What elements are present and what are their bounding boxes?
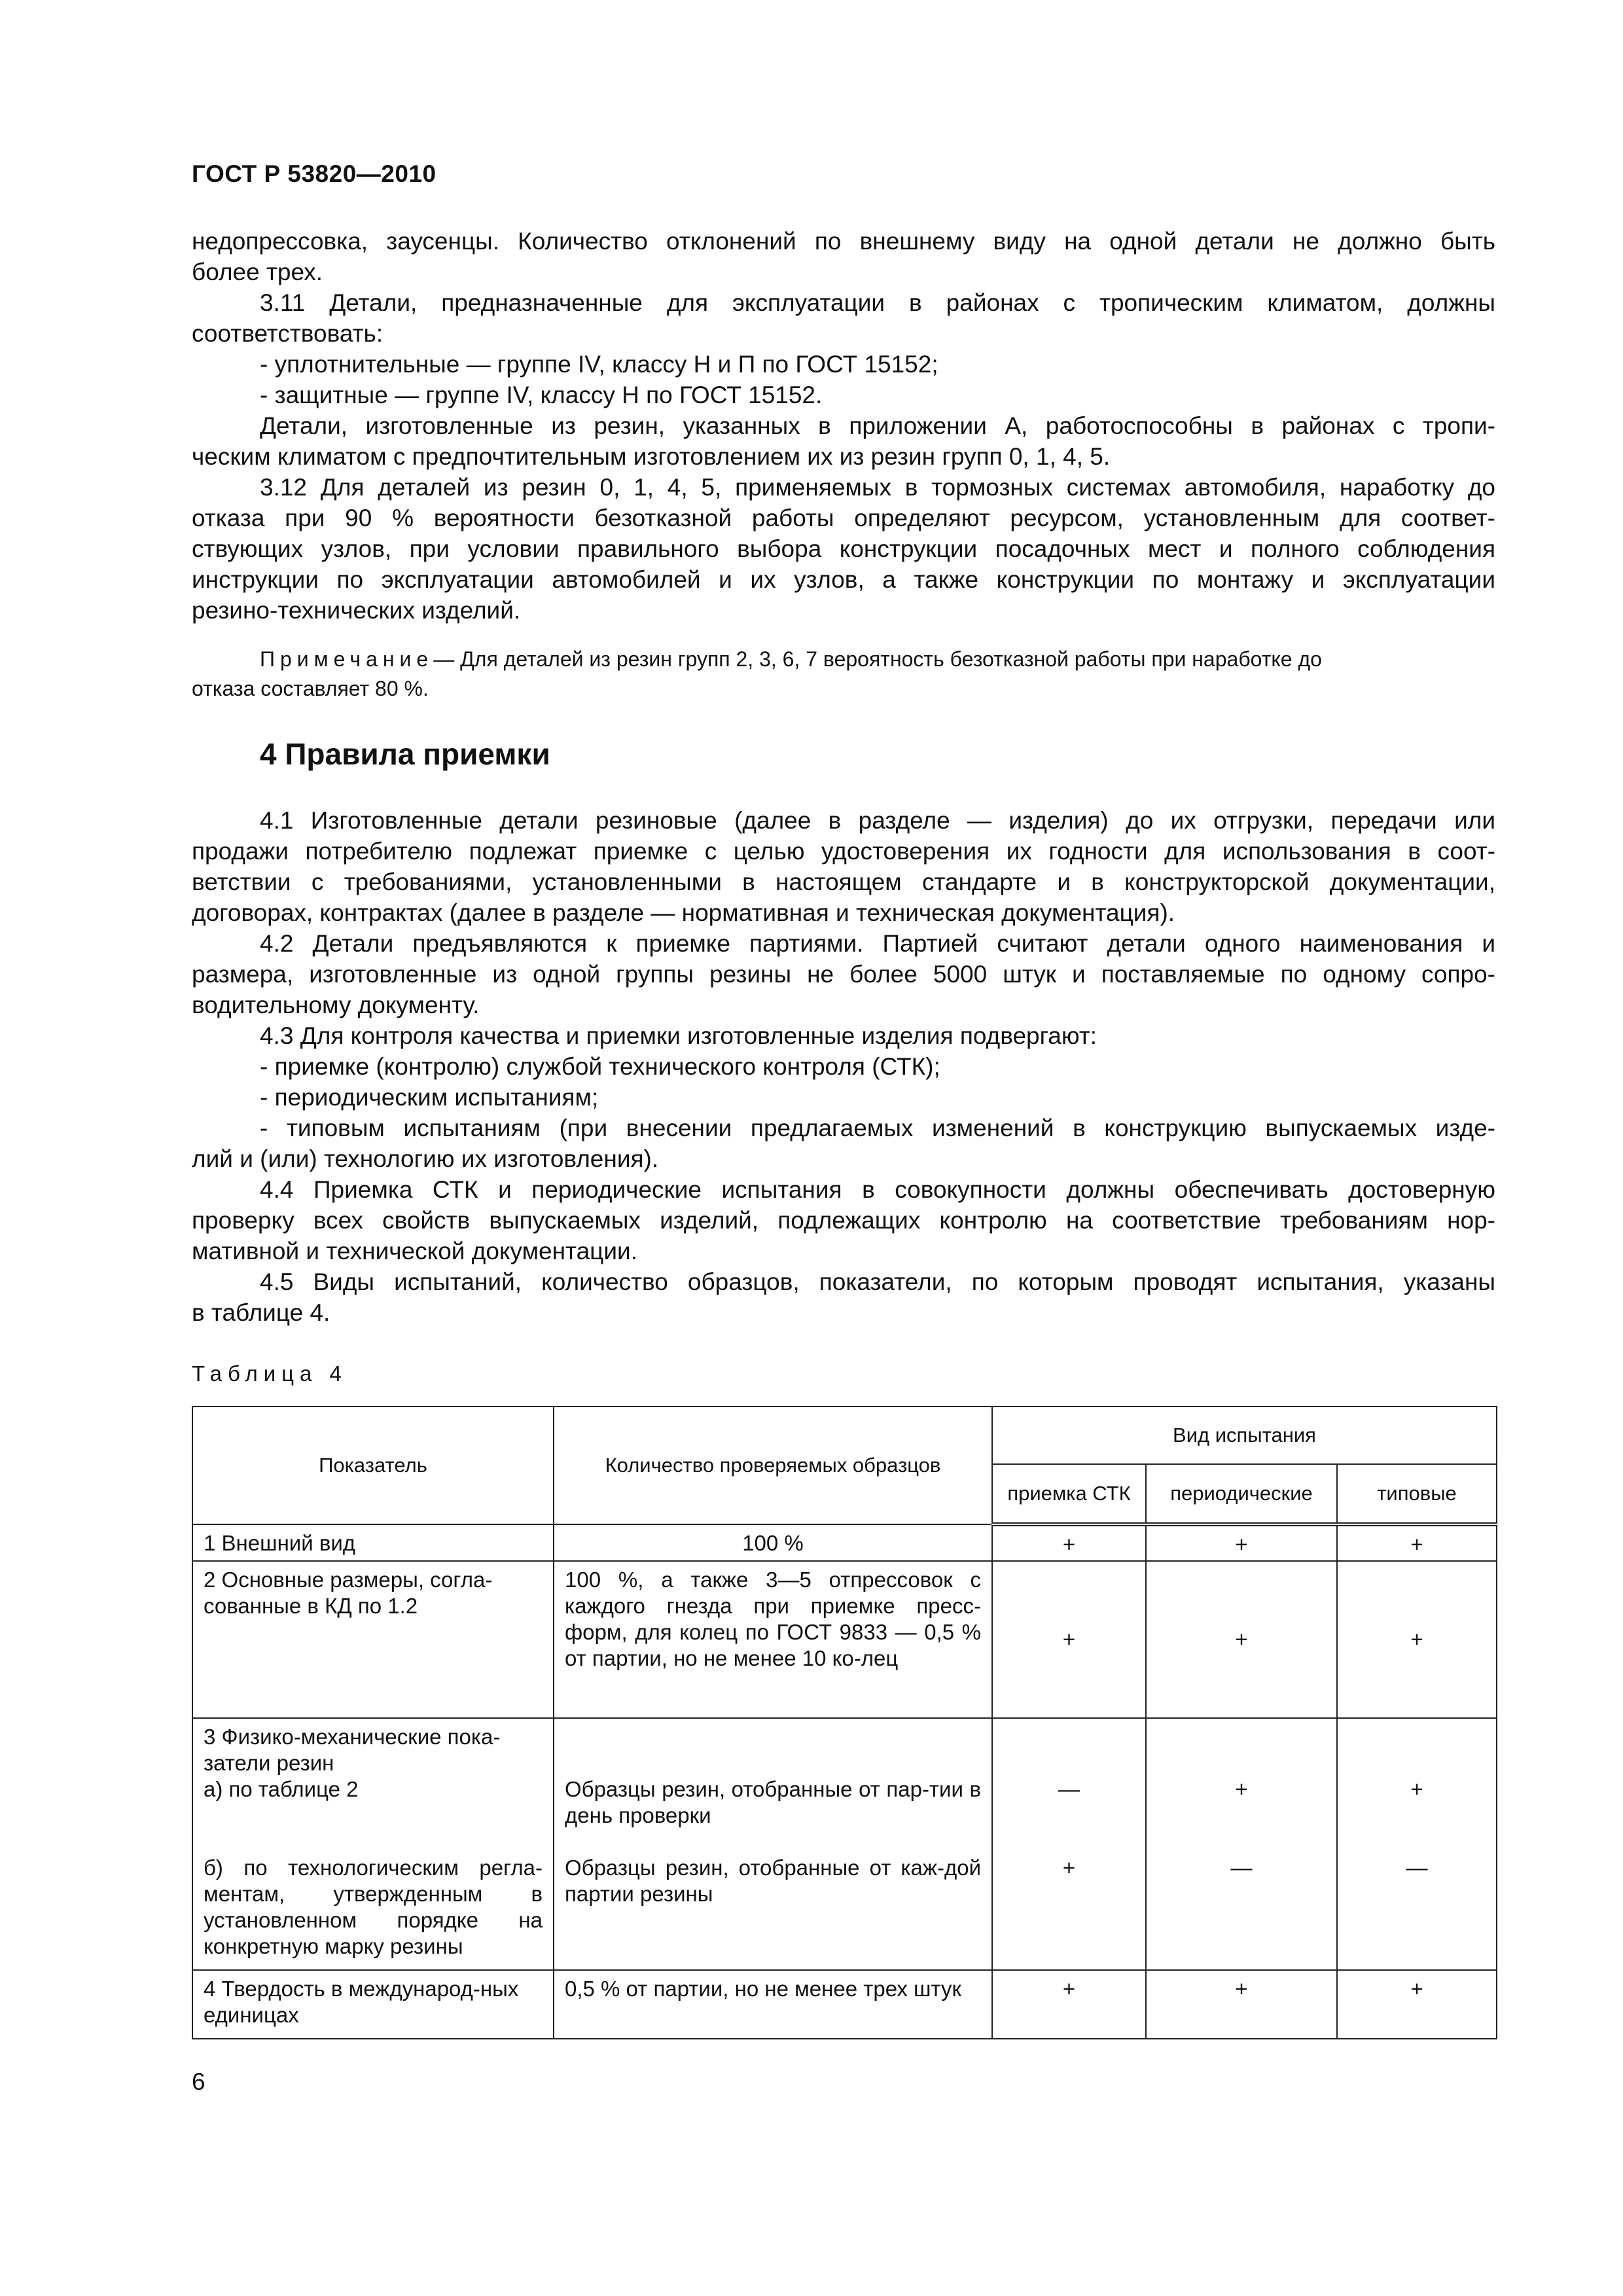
paragraph: ствующих узлов, при условии правильного выбора конструкции посадочных мест и полного соблюдения <box>192 535 1495 562</box>
paragraph: водительному документу. <box>192 992 480 1018</box>
cell-typical: + <box>1337 1524 1497 1561</box>
paragraph: ческим климатом с предпочтительным изготовлением их из резин групп 0, 1, 4, 5. <box>192 443 1111 470</box>
cell-quantity: 100 %, а также 3—5 отпрессовок с каждого гнезда при приемке пресс-форм, для колец по ГОСТ 9833 — 0,5 % от партии, но не менее 10 ко-лец <box>554 1561 992 1718</box>
paragraph-4-4: 4.4 Приемка СТК и периодические испытания в совокупности должны обеспечивать достоверную <box>260 1176 1495 1203</box>
spacer <box>1003 1724 1135 1776</box>
paragraph: в таблице 4. <box>192 1299 330 1326</box>
indicator-b: б) по технологическим регла-ментам, утвержденным в установленном порядке на конкретную марку резины <box>204 1856 543 1958</box>
table-header-row <box>192 1407 1497 1464</box>
paragraph: резино-технических изделий. <box>192 597 521 624</box>
cell-periodic: + <box>1146 1970 1337 2039</box>
paragraph: соответствовать: <box>192 320 383 347</box>
cell-typical <box>1337 1718 1497 1970</box>
cell-stk: + <box>992 1524 1146 1561</box>
stk-b: + <box>1062 1856 1076 1880</box>
list-item: - типовым испытаниям (при внесении предлагаемых изменений в конструкцию выпускаемых изде- <box>260 1115 1495 1141</box>
paragraph-4-1: 4.1 Изготовленные детали резиновые (далее в разделе — изделия) до их отгрузки, передачи или <box>260 807 1495 834</box>
table-4 <box>192 1406 1497 2039</box>
cell-indicator: 1 Внешний вид <box>192 1524 554 1561</box>
table-row <box>192 1970 1497 2039</box>
note-line: отказа составляет 80 %. <box>192 677 429 700</box>
cell-indicator <box>192 1718 554 1970</box>
list-item: - уплотнительные — группе IV, классу Н и П по ГОСТ 15152; <box>260 351 938 378</box>
note-label: Примечание <box>260 647 434 671</box>
cell-periodic: + <box>1146 1524 1337 1561</box>
paragraph: инструкции по эксплуатации автомобилей и их узлов, а также конструкции по монтажу и эксплуатации <box>192 566 1495 593</box>
paragraph: размера, изготовленные из одной группы резины не более 5000 штук и поставляемые по одному сопро- <box>192 961 1495 988</box>
column-header-typical: типовые <box>1337 1464 1497 1524</box>
column-header-indicator: Показатель <box>192 1407 554 1524</box>
cell-indicator: 2 Основные размеры, согла-сованные в КД по 1.2 <box>192 1561 554 1718</box>
page-number: 6 <box>192 2068 205 2095</box>
quantity-a: Образцы резин, отобранные от пар-тии в день проверки <box>565 1777 981 1827</box>
cell-typical: + <box>1337 1561 1497 1718</box>
cell-quantity: 0,5 % от партии, но не менее трех штук <box>554 1970 992 2039</box>
spacer <box>565 1724 981 1776</box>
cell-periodic <box>1146 1718 1337 1970</box>
note-text: — Для деталей из резин групп 2, 3, 6, 7 вероятность безотказной работы при наработке до <box>433 647 1322 671</box>
spacer <box>1157 1724 1326 1776</box>
paragraph-3-11: 3.11 Детали, предназначенные для эксплуатации в районах с тропическим климатом, должны <box>260 289 1495 316</box>
section-title: 4 Правила приемки <box>260 737 550 771</box>
paragraph-4-3: 4.3 Для контроля качества и приемки изготовленные изделия подвергают: <box>260 1022 1097 1049</box>
paragraph: отказа при 90 % вероятности безотказной работы определяют ресурсом, установленным для соответ- <box>192 505 1495 531</box>
table-row <box>192 1718 1497 1970</box>
list-item: - защитные — группе IV, классу Н по ГОСТ 15152. <box>260 382 823 408</box>
cell-typical: + <box>1337 1970 1497 2039</box>
cell-indicator: 4 Твердость в международ-ных единицах <box>192 1970 554 2039</box>
column-header-periodic: периодические <box>1146 1464 1337 1524</box>
paragraph: проверку всех свойств выпускаемых изделий, подлежащих контролю на соответствие требованиям нор- <box>192 1207 1495 1234</box>
paragraph-3-12: 3.12 Для деталей из резин 0, 1, 4, 5, применяемых в тормозных системах автомобиля, наработку до <box>260 474 1495 501</box>
paragraph: недопрессовка, заусенцы. Количество отклонений по внешнему виду на одной детали не должно быть <box>192 228 1495 255</box>
table-row <box>192 1524 1497 1561</box>
cell-quantity: 100 % <box>554 1524 992 1561</box>
document-code-header: ГОСТ Р 53820—2010 <box>192 160 437 187</box>
paragraph-4-2: 4.2 Детали предъявляются к приемке партиями. Партией считают детали одного наименования и <box>260 930 1495 957</box>
cell-stk: + <box>992 1970 1146 2039</box>
cell-stk <box>992 1718 1146 1970</box>
spacer <box>204 1803 543 1855</box>
section-4-body <box>192 805 1495 1328</box>
typical-b: — <box>1406 1856 1428 1880</box>
paragraph: договорах, контрактах (далее в разделе — нормативная и техническая документация). <box>192 899 1175 926</box>
list-item: - периодическим испытаниям; <box>260 1084 599 1111</box>
column-header-quantity: Количество проверяемых образцов <box>554 1407 992 1524</box>
spacer <box>1348 1724 1486 1776</box>
note-line <box>192 645 1495 674</box>
column-header-test-type: Вид испытания <box>992 1407 1497 1464</box>
table-caption: Таблица 4 <box>192 1361 348 1386</box>
paragraph-4-5: 4.5 Виды испытаний, количество образцов, показатели, по которым проводят испытания, указаны <box>260 1268 1495 1295</box>
periodic-a: + <box>1235 1777 1248 1801</box>
clause-3-continuation <box>192 226 1495 626</box>
paragraph: ветствии с требованиями, установленными в настоящем стандарте и в конструкторской документации, <box>192 869 1495 895</box>
stk-a: — <box>1058 1777 1080 1801</box>
paragraph: Детали, изготовленные из резин, указанных в приложении А, работоспособны в районах с тропи- <box>260 412 1495 439</box>
cell-stk: + <box>992 1561 1146 1718</box>
table-row <box>192 1561 1497 1718</box>
typical-a: + <box>1410 1777 1423 1801</box>
paragraph: мативной и технической документации. <box>192 1238 637 1265</box>
cell-quantity <box>554 1718 992 1970</box>
periodic-b: — <box>1230 1856 1253 1880</box>
list-item-continuation: лий и (или) технологию их изготовления). <box>192 1145 659 1172</box>
indicator-a: а) по таблице 2 <box>204 1777 359 1801</box>
cell-periodic: + <box>1146 1561 1337 1718</box>
paragraph: более трех. <box>192 259 323 285</box>
list-item: - приемке (контролю) службой технического контроля (СТК); <box>260 1053 940 1080</box>
indicator-heading: 3 Физико-механические пока-затели резин <box>204 1725 501 1775</box>
quantity-b: Образцы резин, отобранные от каж-дой партии резины <box>565 1856 981 1906</box>
column-header-stk: приемка СТК <box>992 1464 1146 1524</box>
paragraph: продажи потребителю подлежат приемке с целью удостоверения их годности для использования в соот- <box>192 838 1495 865</box>
note <box>192 645 1495 704</box>
